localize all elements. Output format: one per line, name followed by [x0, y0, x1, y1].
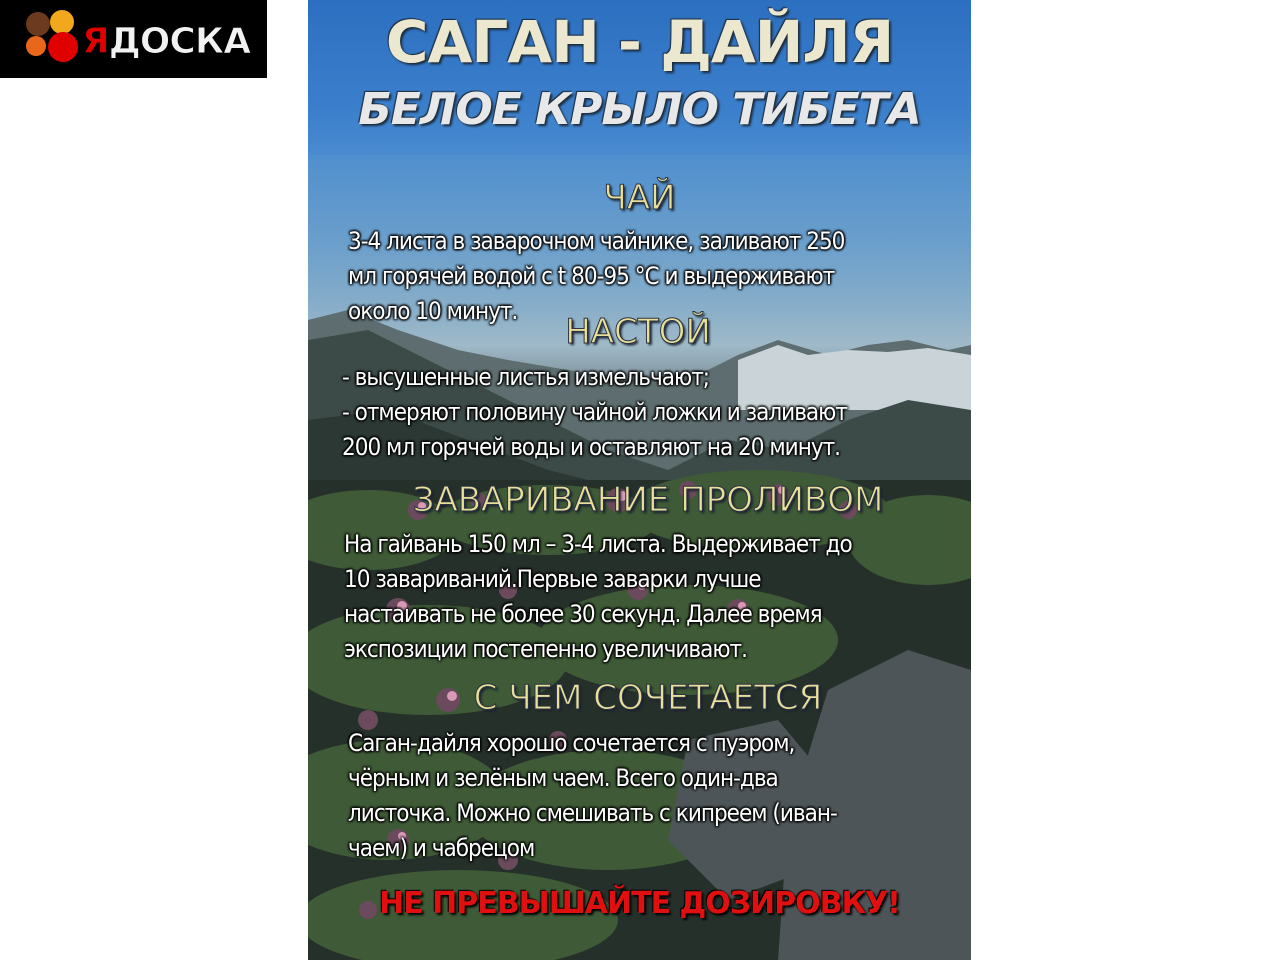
text-line: мл горячей водой с t 80-95 °C и выдерживают [348, 262, 835, 290]
text-line: 10 завариваний.Первые заварки лучше [344, 565, 761, 593]
product-poster-image [308, 0, 971, 960]
section-text-brewing [344, 527, 944, 667]
section-heading-tea: ЧАЙ [603, 178, 676, 218]
text-line: - отмеряют половину чайной ложки и заливают [342, 398, 847, 426]
site-logo[interactable] [0, 0, 267, 78]
text-line: экспозиции постепенно увеличивают. [344, 635, 747, 663]
logo-dot [48, 32, 78, 62]
section-heading-brewing: ЗАВАРИВАНИЕ ПРОЛИВОМ [412, 480, 884, 520]
text-line: Саган-дайля хорошо сочетается с пуэром, [348, 729, 795, 757]
logo-dot [50, 10, 74, 34]
text-line: На гайвань 150 мл – 3-4 листа. Выдерживает до [344, 530, 852, 558]
text-line: настаивать не более 30 секунд. Далее время [344, 600, 822, 628]
section-heading-infusion: НАСТОЙ [565, 312, 711, 352]
text-line: около 10 минут. [348, 297, 518, 325]
logo-dot [26, 12, 50, 36]
logo-dot [26, 36, 46, 56]
text-line: листочка. Можно смешивать с кипреем (иван- [348, 799, 837, 827]
text-line: чаем) и чабрецом [348, 834, 535, 862]
section-text-infusion [342, 360, 942, 465]
logo-text-rest: ДОСКА [108, 20, 251, 62]
logo-text [82, 21, 250, 62]
section-text-pairings [348, 726, 938, 866]
section-heading-pairings: С ЧЕМ СОЧЕТАЕТСЯ [473, 678, 823, 718]
poster-subtitle: БЕЛОЕ КРЫЛО ТИБЕТА [358, 84, 921, 135]
logo-text-first: Я [82, 20, 109, 62]
text-line: - высушенные листья измельчают; [342, 363, 710, 391]
text-line: 3-4 листа в заварочном чайнике, заливают 250 [348, 227, 845, 255]
logo-dots-icon [24, 10, 82, 68]
text-line: 200 мл горячей воды и оставляют на 20 минут. [342, 433, 841, 461]
dosage-warning: НЕ ПРЕВЫШАЙТЕ ДОЗИРОВКУ! [379, 886, 900, 921]
poster-title: САГАН - ДАЙЛЯ [385, 8, 894, 76]
text-line: чёрным и зелёным чаем. Всего один-два [348, 764, 778, 792]
